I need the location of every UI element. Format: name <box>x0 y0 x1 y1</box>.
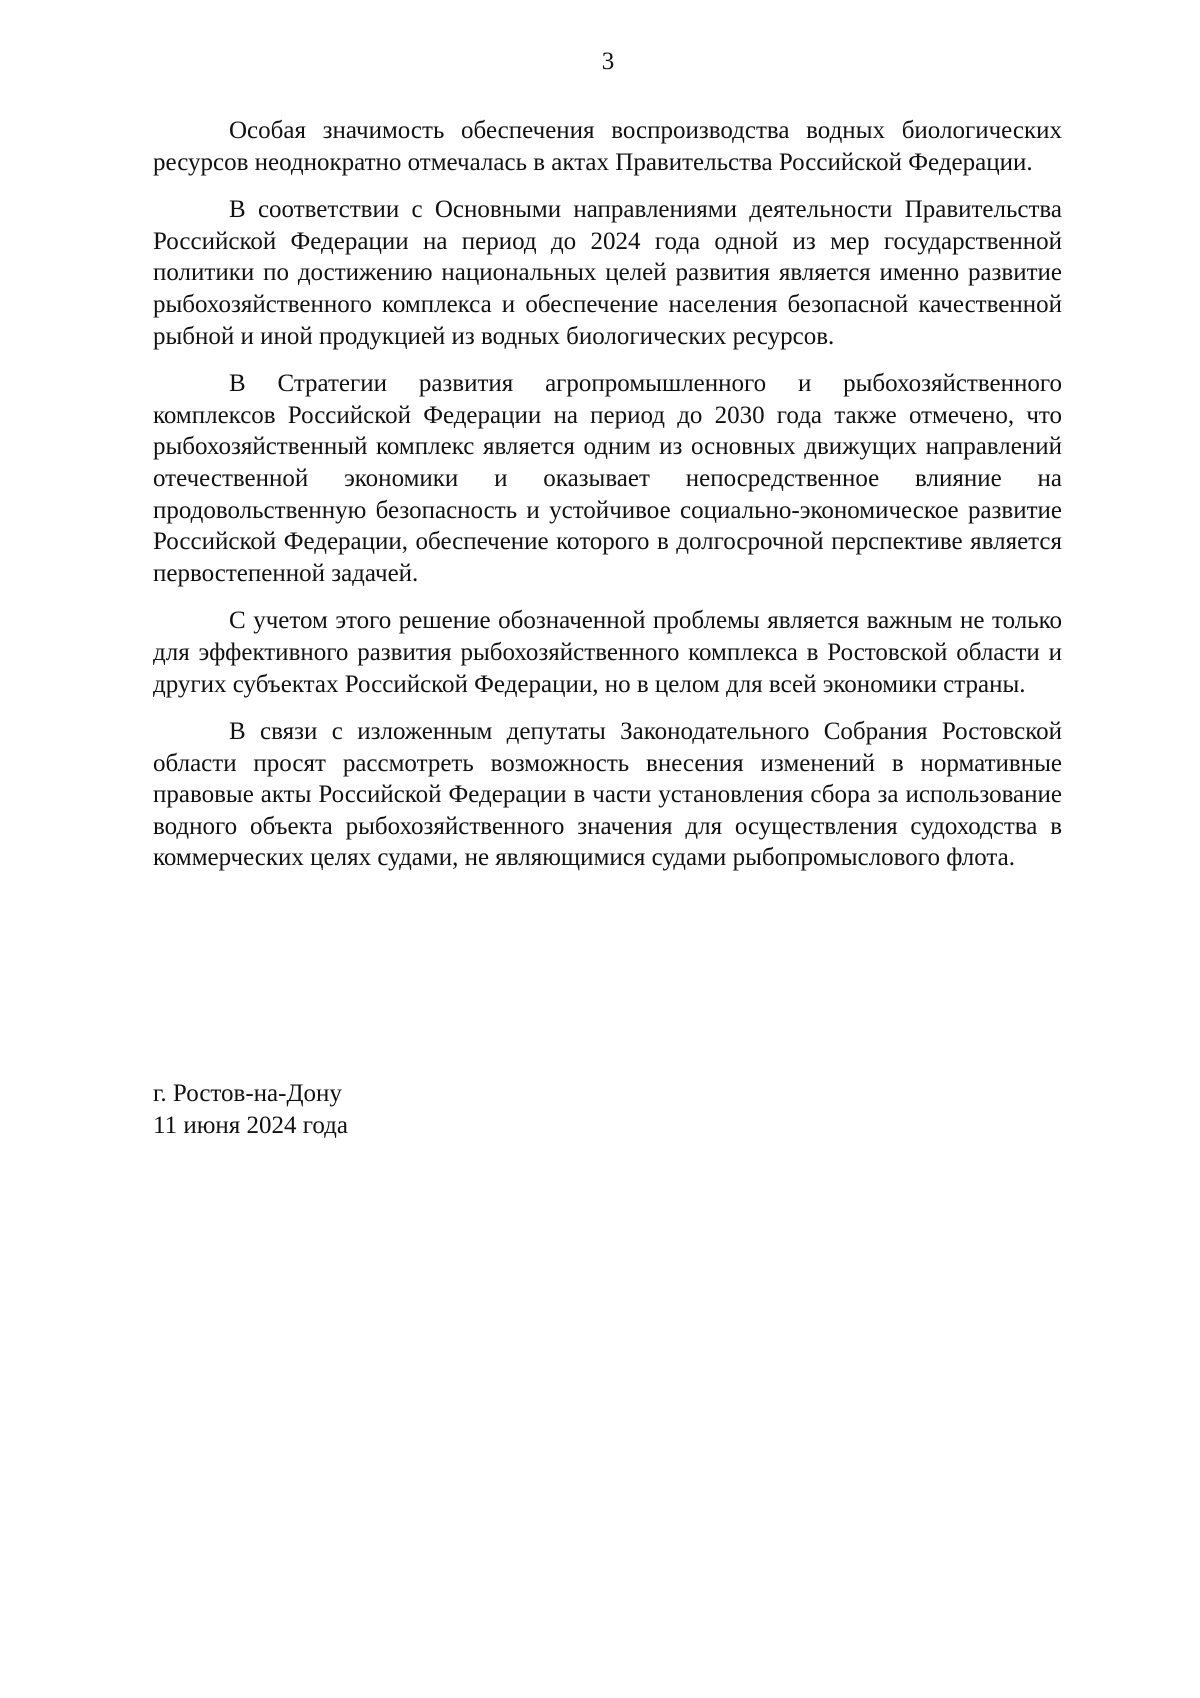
paragraph-1: Особая значимость обеспечения воспроизводства водных биологических ресурсов неоднократно отмечалась в актах Правительства Российской Федерации. <box>153 117 1062 176</box>
paragraph-4: С учетом этого решение обозначенной проблемы является важным не только для эффективного развития рыбохозяйственного комплекса в Ростовской области и других субъектах Российской Федерации, но в целом для всей экономики страны. <box>153 607 1062 698</box>
document-body <box>153 115 1062 890</box>
closing-block <box>153 1078 348 1142</box>
paragraph-5: В связи с изложенным депутаты Законодательного Собрания Ростовской области просят рассмотреть возможность внесения изменений в нормативные правовые акты Российской Федерации в части установления сбора за использование водного объекта рыбохозяйственного значения для осуществления судоходства в коммерческих целях судами, не являющимися судами рыбопромыслового флота. <box>153 718 1062 872</box>
page-number: 3 <box>601 48 615 75</box>
date-line: 11 июня 2024 года <box>153 1112 348 1139</box>
place-line: г. Ростов-на-Дону <box>153 1080 342 1107</box>
paragraph-2: В соответствии с Основными направлениями деятельности Правительства Российской Федерации на период до 2024 года одной из мер государственной политики по достижению национальных целей развития является именно развитие рыбохозяйственного комплекса и обеспечение населения безопасной качественной рыбной и иной продукцией из водных биологических ресурсов. <box>153 196 1062 350</box>
paragraph-3: В Стратегии развития агропромышленного и рыбохозяйственного комплексов Российской Федерации на период до 2030 года также отмечено, что рыбохозяйственный комплекс является одним из основных движущих направлений отечественной экономики и оказывает непосредственное влияние на продовольственную безопасность и устойчивое социально-экономическое развитие Российской Федерации, обеспечение которого в долгосрочной перспективе является первостепенной задачей. <box>153 370 1062 587</box>
